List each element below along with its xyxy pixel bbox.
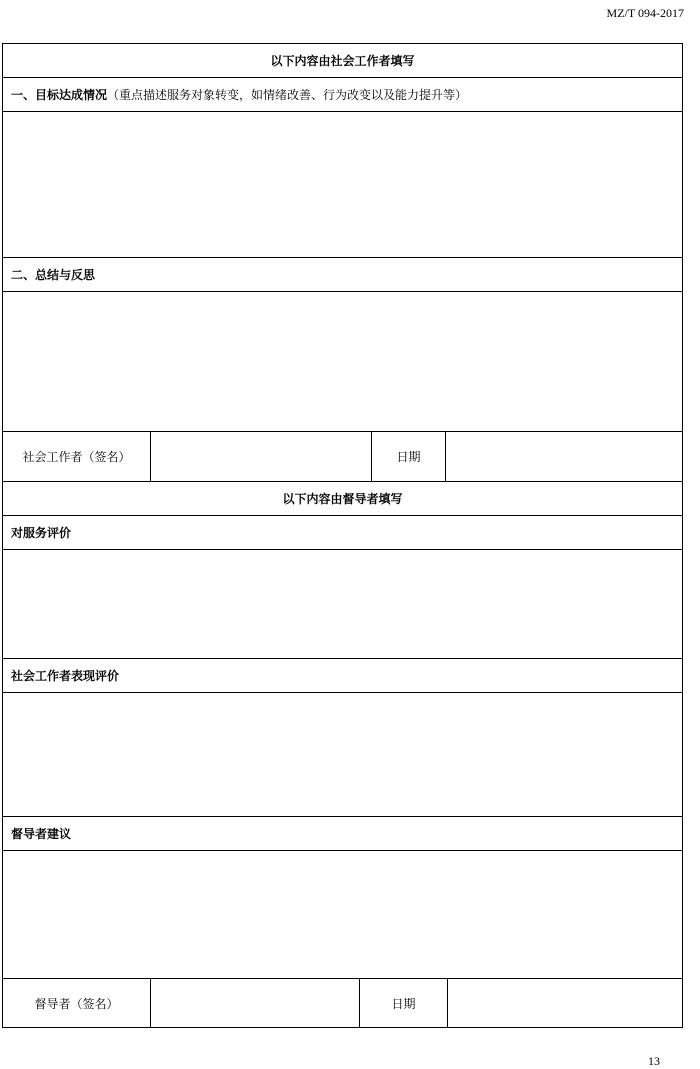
goal-achievement-field[interactable] (3, 112, 682, 258)
supervision-record-form (2, 43, 683, 1028)
supervisor-advice-field[interactable] (3, 851, 682, 979)
social-worker-section-title: 以下内容由社会工作者填写 (270, 54, 415, 68)
supervisor-section-header (3, 482, 682, 516)
service-evaluation-header (3, 516, 682, 550)
standard-code: MZ/T 094-2017 (606, 6, 684, 20)
goal-achievement-header (3, 78, 682, 112)
supervisor-date-field[interactable] (448, 979, 682, 1027)
social-worker-section-header (3, 44, 682, 78)
goal-achievement-note: （重点描述服务对象转变，如情绪改善、行为改变以及能力提升等） (107, 88, 468, 102)
worker-performance-title: 社会工作者表现评价 (11, 669, 120, 683)
social-worker-signature-field[interactable] (151, 432, 372, 481)
service-evaluation-title: 对服务评价 (11, 526, 72, 540)
goal-achievement-title: 一、目标达成情况 (11, 88, 108, 102)
social-worker-signature-row (3, 432, 682, 482)
supervisor-signature-row (3, 979, 682, 1027)
service-evaluation-field[interactable] (3, 550, 682, 659)
social-worker-date-label: 日期 (372, 432, 446, 481)
supervisor-signature-field[interactable] (151, 979, 360, 1027)
supervisor-signature-label: 督导者（签名） (3, 979, 151, 1027)
summary-reflection-header (3, 258, 682, 292)
page-number: 13 (648, 1054, 660, 1068)
supervisor-advice-header (3, 817, 682, 851)
supervisor-section-title: 以下内容由督导者填写 (282, 492, 403, 506)
social-worker-signature-label: 社会工作者（签名） (3, 432, 151, 481)
worker-performance-field[interactable] (3, 693, 682, 817)
summary-reflection-field[interactable] (3, 292, 682, 432)
social-worker-date-field[interactable] (446, 432, 682, 481)
supervisor-date-label: 日期 (360, 979, 448, 1027)
supervisor-advice-title: 督导者建议 (11, 827, 72, 841)
worker-performance-header (3, 659, 682, 693)
summary-reflection-title: 二、总结与反思 (11, 268, 96, 282)
